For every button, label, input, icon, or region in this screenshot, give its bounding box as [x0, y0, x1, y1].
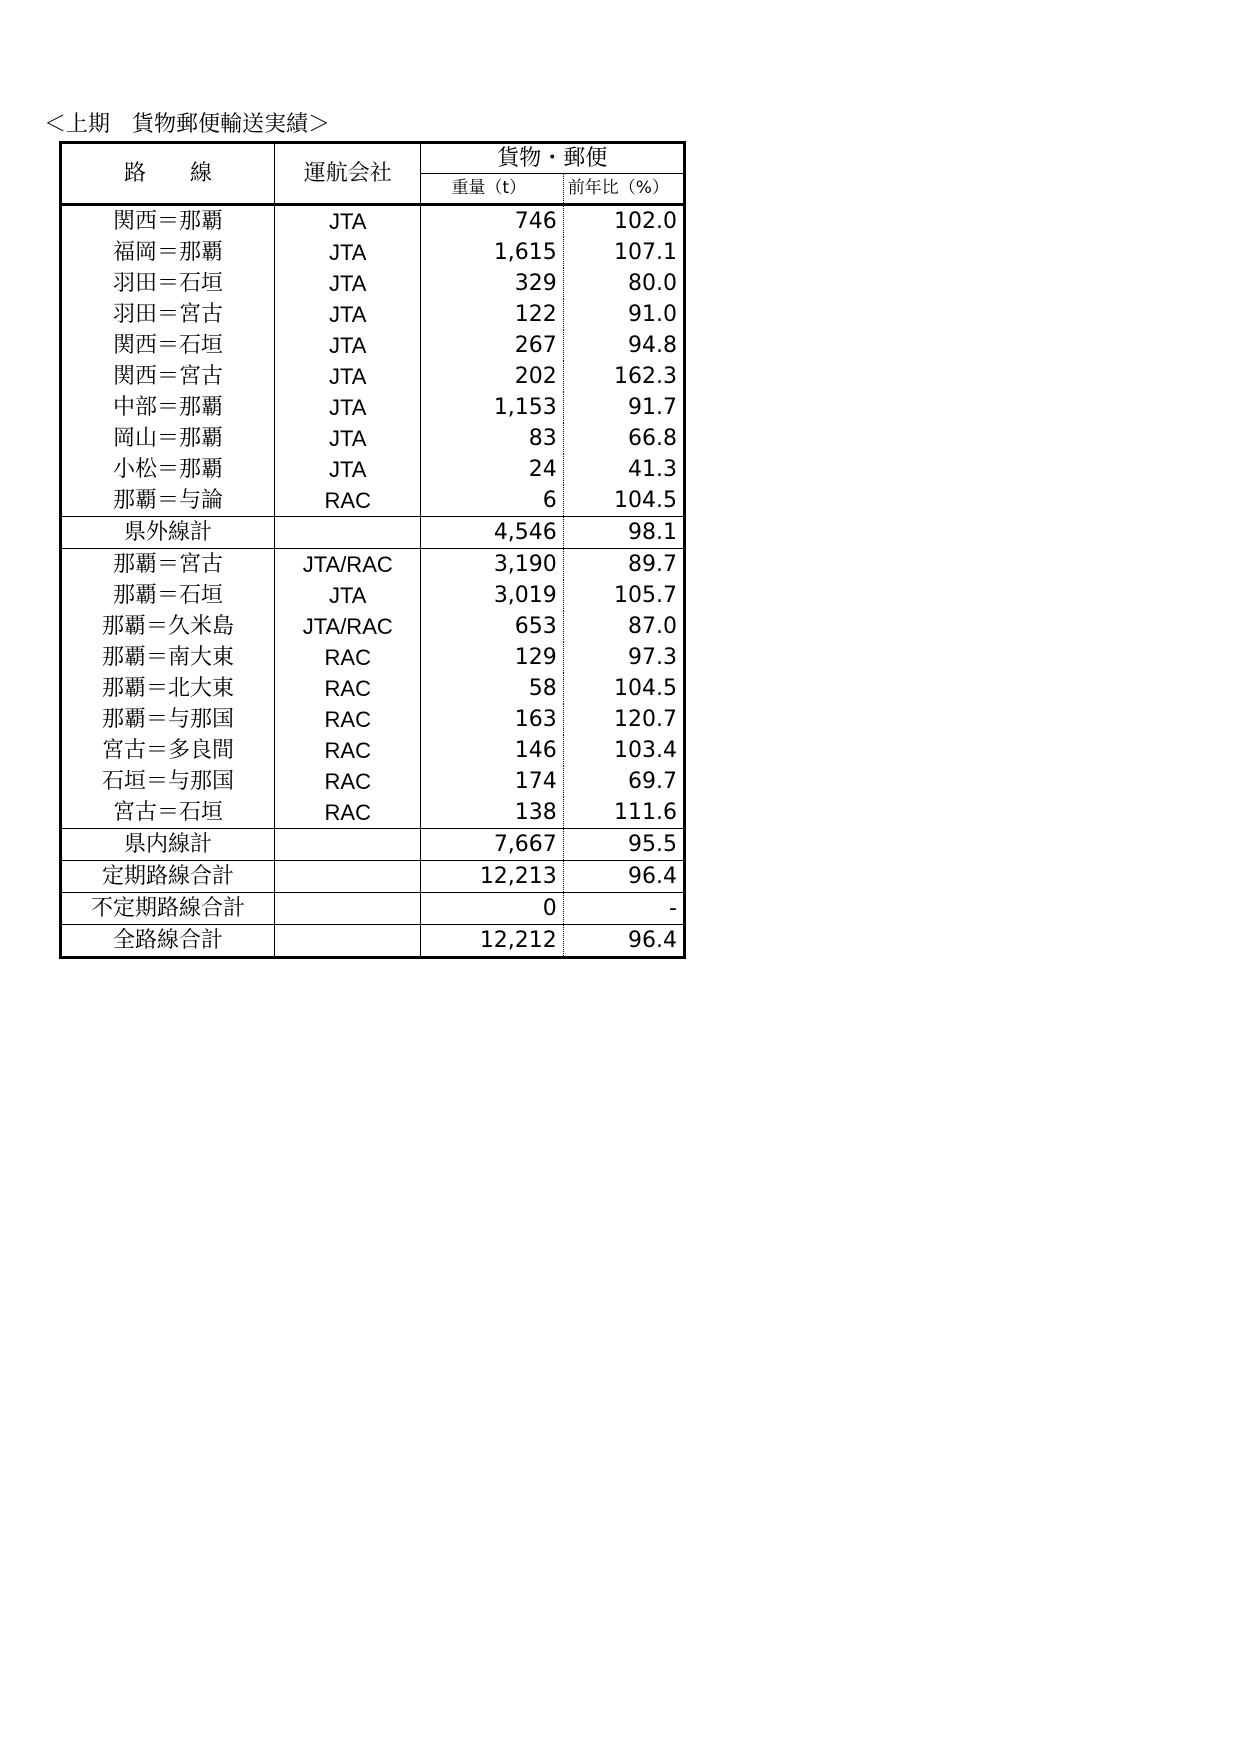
cargo-mail-table	[59, 141, 686, 959]
total-row	[61, 925, 685, 958]
route-cell: 県外線計	[61, 517, 275, 549]
weight-cell: 7,667	[421, 829, 563, 861]
ratio-cell: 96.4	[563, 861, 684, 893]
route-cell: 関西＝那覇	[61, 205, 275, 238]
operator-cell	[275, 829, 421, 861]
table-row	[61, 423, 685, 454]
ratio-cell: 95.5	[563, 829, 684, 861]
route-cell: 那覇＝北大東	[61, 673, 275, 704]
weight-cell: 138	[421, 797, 563, 829]
route-cell: 中部＝那覇	[61, 392, 275, 423]
operator-cell: RAC	[275, 485, 421, 517]
ratio-cell: 162.3	[563, 361, 684, 392]
subtotal-row	[61, 517, 685, 549]
route-cell: 那覇＝南大東	[61, 642, 275, 673]
ratio-cell: 96.4	[563, 925, 684, 958]
route-cell: 県内線計	[61, 829, 275, 861]
operator-cell: JTA	[275, 392, 421, 423]
ratio-cell: -	[563, 893, 684, 925]
ratio-cell: 102.0	[563, 205, 684, 238]
ratio-cell: 89.7	[563, 549, 684, 581]
weight-cell: 12,213	[421, 861, 563, 893]
route-cell: 関西＝石垣	[61, 330, 275, 361]
table-body	[61, 205, 685, 958]
table-row	[61, 237, 685, 268]
operator-cell	[275, 517, 421, 549]
weight-cell: 129	[421, 642, 563, 673]
ratio-cell: 87.0	[563, 611, 684, 642]
weight-cell: 1,153	[421, 392, 563, 423]
table-row	[61, 485, 685, 517]
weight-cell: 163	[421, 704, 563, 735]
weight-cell: 146	[421, 735, 563, 766]
header-cargo-mail: 貨物・郵便	[421, 143, 685, 174]
header-operator: 運航会社	[275, 143, 421, 205]
operator-cell: JTA/RAC	[275, 611, 421, 642]
operator-cell	[275, 925, 421, 958]
weight-cell: 83	[421, 423, 563, 454]
ratio-cell: 97.3	[563, 642, 684, 673]
operator-cell: JTA	[275, 237, 421, 268]
report-title: ＜上期 貨物郵便輸送実績＞	[44, 112, 331, 137]
ratio-cell: 66.8	[563, 423, 684, 454]
route-cell: 那覇＝与論	[61, 485, 275, 517]
route-cell: 那覇＝宮古	[61, 549, 275, 581]
header-route: 路 線	[61, 143, 275, 205]
weight-cell: 174	[421, 766, 563, 797]
ratio-cell: 111.6	[563, 797, 684, 829]
table-row	[61, 454, 685, 485]
table-row	[61, 797, 685, 829]
header-weight: 重量（t）	[421, 174, 563, 205]
route-cell: 那覇＝与那国	[61, 704, 275, 735]
operator-cell	[275, 893, 421, 925]
operator-cell: JTA/RAC	[275, 549, 421, 581]
weight-cell: 122	[421, 299, 563, 330]
operator-cell: JTA	[275, 580, 421, 611]
table-row	[61, 205, 685, 238]
weight-cell: 329	[421, 268, 563, 299]
weight-cell: 24	[421, 454, 563, 485]
operator-cell: RAC	[275, 735, 421, 766]
route-cell: 羽田＝石垣	[61, 268, 275, 299]
operator-cell: JTA	[275, 299, 421, 330]
route-cell: 全路線合計	[61, 925, 275, 958]
operator-cell: JTA	[275, 268, 421, 299]
operator-cell	[275, 861, 421, 893]
ratio-cell: 41.3	[563, 454, 684, 485]
table-row	[61, 580, 685, 611]
ratio-cell: 103.4	[563, 735, 684, 766]
table-row	[61, 735, 685, 766]
weight-cell: 202	[421, 361, 563, 392]
table-row	[61, 766, 685, 797]
weight-cell: 58	[421, 673, 563, 704]
ratio-cell: 69.7	[563, 766, 684, 797]
table-row	[61, 642, 685, 673]
ratio-cell: 104.5	[563, 673, 684, 704]
operator-cell: JTA	[275, 330, 421, 361]
ratio-cell: 80.0	[563, 268, 684, 299]
weight-cell: 0	[421, 893, 563, 925]
route-cell: 岡山＝那覇	[61, 423, 275, 454]
operator-cell: RAC	[275, 642, 421, 673]
route-cell: 宮古＝多良間	[61, 735, 275, 766]
table-row	[61, 361, 685, 392]
operator-cell: RAC	[275, 797, 421, 829]
route-cell: 不定期路線合計	[61, 893, 275, 925]
route-cell: 宮古＝石垣	[61, 797, 275, 829]
operator-cell: RAC	[275, 766, 421, 797]
table-row	[61, 611, 685, 642]
route-cell: 羽田＝宮古	[61, 299, 275, 330]
ratio-cell: 104.5	[563, 485, 684, 517]
ratio-cell: 91.7	[563, 392, 684, 423]
weight-cell: 653	[421, 611, 563, 642]
operator-cell: RAC	[275, 704, 421, 735]
header-ratio: 前年比（%）	[563, 174, 684, 205]
weight-cell: 6	[421, 485, 563, 517]
ratio-cell: 98.1	[563, 517, 684, 549]
route-cell: 那覇＝久米島	[61, 611, 275, 642]
weight-cell: 12,212	[421, 925, 563, 958]
operator-cell: JTA	[275, 205, 421, 238]
table-row	[61, 268, 685, 299]
weight-cell: 3,019	[421, 580, 563, 611]
route-cell: 那覇＝石垣	[61, 580, 275, 611]
ratio-cell: 94.8	[563, 330, 684, 361]
route-cell: 関西＝宮古	[61, 361, 275, 392]
total-row	[61, 829, 685, 861]
weight-cell: 746	[421, 205, 563, 238]
weight-cell: 267	[421, 330, 563, 361]
table-row	[61, 392, 685, 423]
table-row	[61, 549, 685, 581]
operator-cell: RAC	[275, 673, 421, 704]
ratio-cell: 105.7	[563, 580, 684, 611]
weight-cell: 1,615	[421, 237, 563, 268]
route-cell: 石垣＝与那国	[61, 766, 275, 797]
operator-cell: JTA	[275, 454, 421, 485]
route-cell: 定期路線合計	[61, 861, 275, 893]
table-row	[61, 330, 685, 361]
ratio-cell: 107.1	[563, 237, 684, 268]
total-row	[61, 861, 685, 893]
total-row	[61, 893, 685, 925]
weight-cell: 4,546	[421, 517, 563, 549]
weight-cell: 3,190	[421, 549, 563, 581]
ratio-cell: 120.7	[563, 704, 684, 735]
table-row	[61, 299, 685, 330]
operator-cell: JTA	[275, 423, 421, 454]
route-cell: 福岡＝那覇	[61, 237, 275, 268]
table-row	[61, 673, 685, 704]
table-row	[61, 704, 685, 735]
operator-cell: JTA	[275, 361, 421, 392]
ratio-cell: 91.0	[563, 299, 684, 330]
route-cell: 小松＝那覇	[61, 454, 275, 485]
